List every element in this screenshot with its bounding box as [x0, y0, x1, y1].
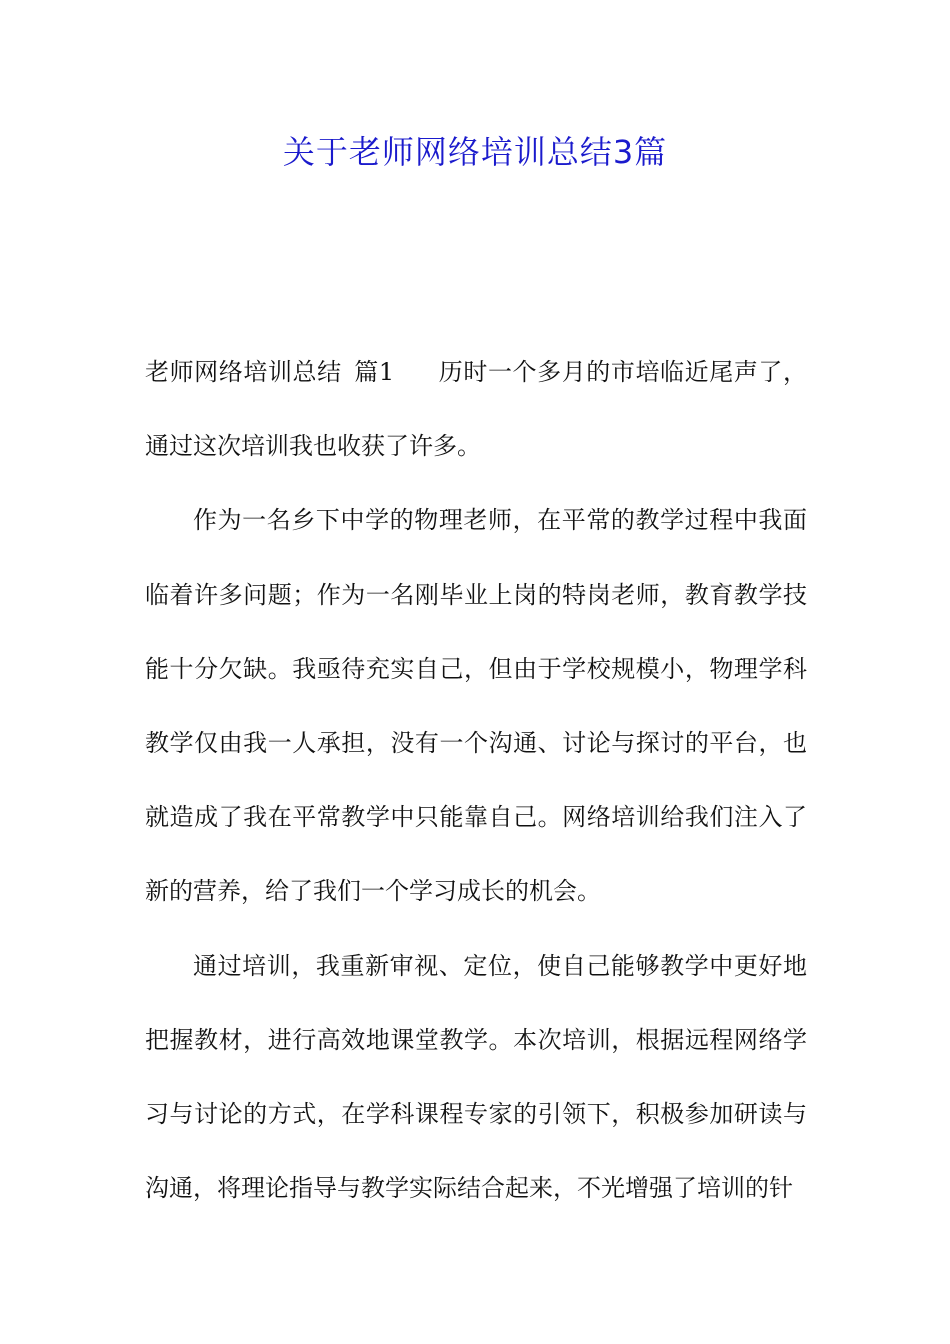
- paragraph-3: 通过培训，我重新审视、定位，使自己能够教学中更好地把握教材，进行高效地课堂教学。本次培训，根据远程网络学习与讨论的方式，在学科课程专家的引领下，积极参加研读与沟通，将理论指导与教学实际结合起来，不光增强了培训的针: [145, 951, 807, 1203]
- document-body: [145, 335, 807, 1225]
- paragraph-1-text: 历时一个多月的市培临近尾声了，通过这次培训我也收获了许多。: [145, 358, 808, 461]
- paragraph-2: 作为一名乡下中学的物理老师，在平常的教学过程中我面临着许多问题；作为一名刚毕业上岗的特岗老师，教育教学技能十分欠缺。我亟待充实自己，但由于学校规模小，物理学科教学仅由我一人承担，没有一个沟通、讨论与探讨的平台，也就造成了我在平常教学中只能靠自己。网络培训给我们注入了新的营养，给了我们一个学习成长的机会。: [145, 506, 807, 906]
- document-title: 关于老师网络培训总结3篇: [282, 133, 668, 171]
- paragraph-1: [145, 335, 807, 483]
- paragraph-1-part-label: 篇1: [353, 358, 395, 386]
- paragraph-1-heading: 老师网络培训总结: [145, 358, 342, 386]
